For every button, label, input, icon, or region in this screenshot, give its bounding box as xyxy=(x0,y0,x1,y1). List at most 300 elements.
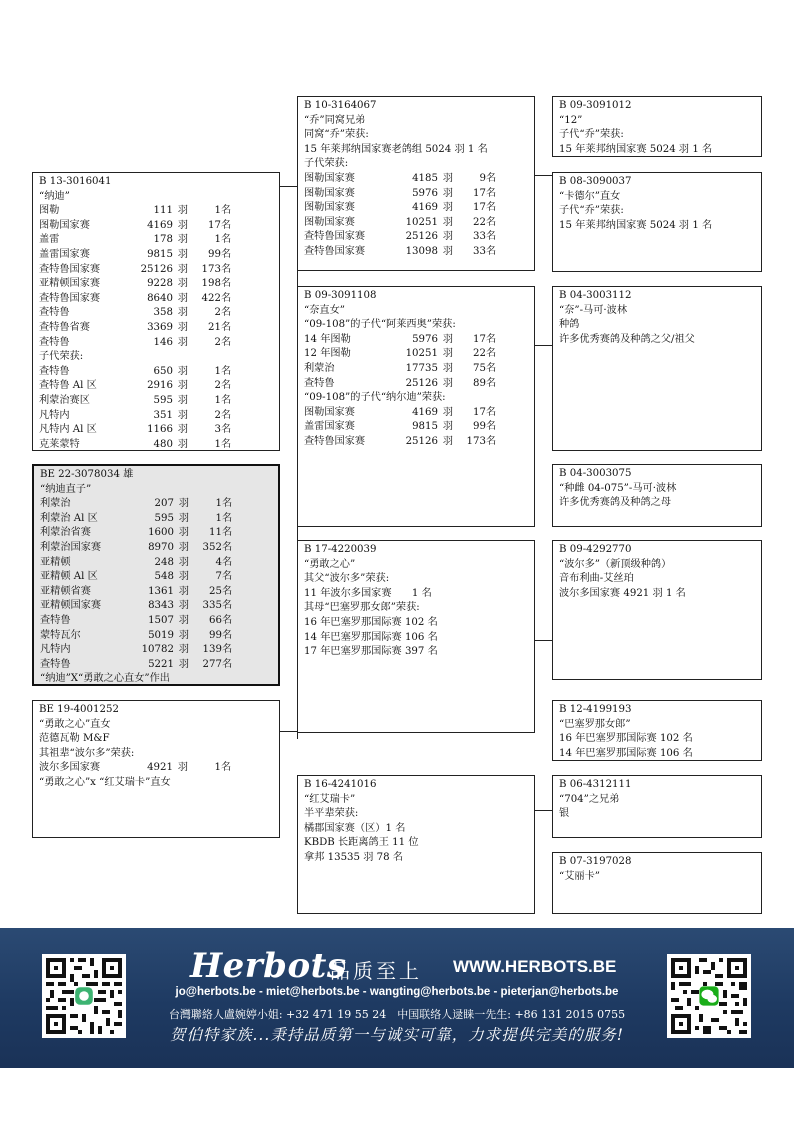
placing-unit: 名 xyxy=(222,512,233,524)
participant-count: 207 xyxy=(154,498,174,510)
participant-count: 8640 xyxy=(147,292,173,304)
race-name: 克莱蒙特 xyxy=(39,438,80,450)
unit-label: 羽 xyxy=(442,421,454,433)
placing-unit: 名 xyxy=(221,205,232,217)
unit-label: 羽 xyxy=(178,644,190,656)
participant-count: 248 xyxy=(154,556,174,568)
placing-unit: 名 xyxy=(222,644,233,656)
pedigree-box-sds xyxy=(552,286,762,451)
pedigree-line: “09-108”的子代“阿莱西奥”荣获: xyxy=(304,319,456,331)
placing-unit: 名 xyxy=(222,585,233,597)
ring-number: B 09-3091012 xyxy=(559,100,632,111)
brand-slogan: 品质至上 xyxy=(330,959,422,983)
pedigree-line: 波尔多国家赛 4921 羽 1 名 xyxy=(559,587,686,599)
pedigree-line: “奈”-马可·波林 xyxy=(559,304,628,316)
contact-persons: 台灣聯絡人盧婉婷小姐: +32 471 19 55 24 中国联络人逯睐一先生: +86 131 2015 0755 xyxy=(168,1008,626,1021)
placing: 99 xyxy=(208,248,221,260)
placing: 17 xyxy=(473,406,486,418)
pedigree-line: 14 年巴塞罗那国际赛 106 名 xyxy=(304,631,438,643)
participant-count: 25126 xyxy=(405,231,438,243)
race-name: 凡特内 Al 区 xyxy=(39,424,97,436)
race-name: 图勒国家赛 xyxy=(304,202,355,214)
race-name: 查特鲁 xyxy=(39,307,70,319)
participant-count: 25126 xyxy=(140,263,173,275)
participant-count: 10251 xyxy=(405,216,438,228)
placing-unit: 名 xyxy=(486,202,497,214)
pedigree-box-dam-dam xyxy=(297,775,535,914)
placing: 1 xyxy=(214,438,221,450)
unit-label: 羽 xyxy=(178,527,190,539)
unit-label: 羽 xyxy=(178,512,190,524)
placing-unit: 名 xyxy=(486,187,497,199)
race-name: 利蒙治 xyxy=(40,498,71,510)
participant-count: 480 xyxy=(153,438,173,450)
placing-unit: 名 xyxy=(221,219,232,231)
participant-count: 358 xyxy=(153,307,173,319)
unit-label: 羽 xyxy=(442,333,454,345)
placing: 352 xyxy=(202,541,222,553)
race-result-row xyxy=(40,585,272,600)
pedigree-box-dss xyxy=(552,540,762,680)
race-result-row xyxy=(39,423,273,438)
race-result-row xyxy=(39,336,273,351)
race-name: 查特鲁国家赛 xyxy=(39,263,101,275)
participant-count: 4169 xyxy=(412,406,438,418)
placing-unit: 名 xyxy=(486,216,497,228)
pedigree-line: KBDB 长距离鸽王 11 位 xyxy=(304,837,419,849)
pedigree-line: 15 年莱邦纳国家赛老鸽组 5024 羽 1 名 xyxy=(304,143,488,155)
unit-label: 羽 xyxy=(177,278,189,290)
race-name: 亚精顿 xyxy=(40,556,71,568)
placing: 99 xyxy=(209,629,222,641)
race-result-row xyxy=(39,365,273,380)
placing-unit: 名 xyxy=(222,571,233,583)
unit-label: 羽 xyxy=(177,409,189,421)
placing: 2 xyxy=(214,380,221,392)
pedigree-box-sdd xyxy=(552,464,762,527)
race-name: 利蒙治 Al 区 xyxy=(40,512,98,524)
pedigree-line: 15 年莱邦纳国家赛 5024 羽 1 名 xyxy=(559,143,713,155)
unit-label: 羽 xyxy=(442,187,454,199)
race-name: 利蒙治国家赛 xyxy=(40,541,102,553)
participant-count: 595 xyxy=(154,512,174,524)
unit-label: 羽 xyxy=(442,362,454,374)
participant-count: 4921 xyxy=(147,762,173,774)
placing-unit: 名 xyxy=(222,527,233,539)
unit-label: 羽 xyxy=(177,234,189,246)
placing-unit: 名 xyxy=(221,394,232,406)
race-name: 盖雷国家赛 xyxy=(304,421,355,433)
placing: 25 xyxy=(209,585,222,597)
ring-number: B 17-4220039 xyxy=(304,544,377,555)
participant-count: 5221 xyxy=(148,658,174,670)
race-name: 查特鲁 xyxy=(39,336,70,348)
unit-label: 羽 xyxy=(177,205,189,217)
participant-count: 111 xyxy=(153,205,173,217)
pedigree-line: 银 xyxy=(559,808,570,820)
placing: 1 xyxy=(214,205,221,217)
unit-label: 羽 xyxy=(177,321,189,333)
participant-count: 548 xyxy=(154,571,174,583)
website-link[interactable]: WWW.HERBOTS.BE xyxy=(453,957,617,976)
placing: 1 xyxy=(214,762,221,774)
pedigree-line: 子代“乔”荣获: xyxy=(559,129,624,141)
participant-count: 10782 xyxy=(141,644,174,656)
placing-unit: 名 xyxy=(222,498,233,510)
pedigree-line: 子代荣获: xyxy=(39,351,84,363)
placing: 198 xyxy=(201,278,221,290)
participant-count: 10251 xyxy=(405,348,438,360)
participant-count: 1361 xyxy=(148,585,174,597)
participant-count: 1166 xyxy=(147,424,173,436)
participant-count: 3369 xyxy=(147,321,173,333)
unit-label: 羽 xyxy=(178,600,190,612)
placing-unit: 名 xyxy=(486,421,497,433)
placing-unit: 名 xyxy=(486,333,497,345)
race-name: 查特鲁 xyxy=(40,658,71,670)
placing: 173 xyxy=(466,435,486,447)
ring-number: BE 19-4001252 xyxy=(39,704,119,715)
unit-label: 羽 xyxy=(178,541,190,553)
placing: 11 xyxy=(209,527,222,539)
unit-label: 羽 xyxy=(177,762,189,774)
participant-count: 5976 xyxy=(412,187,438,199)
race-name: 查特鲁 xyxy=(40,614,71,626)
family-motto: 贺伯特家族...秉持品质第一与诚实可靠，力求提供完美的服务! xyxy=(169,1026,624,1044)
pedigree-line: “勇敢之心” xyxy=(304,558,356,570)
unit-label: 羽 xyxy=(177,438,189,450)
placing-unit: 名 xyxy=(221,248,232,260)
placing: 22 xyxy=(473,216,486,228)
race-result-row xyxy=(304,347,528,362)
pedigree-line: 其祖辈“波尔多”荣获: xyxy=(39,747,135,759)
placing-unit: 名 xyxy=(222,556,233,568)
placing: 89 xyxy=(473,377,486,389)
placing-unit: 名 xyxy=(221,409,232,421)
race-name: 亚精顿国家赛 xyxy=(40,600,102,612)
pedigree-line: 拿邦 13535 羽 78 名 xyxy=(304,851,404,863)
race-name: 14 年图勒 xyxy=(304,333,351,345)
placing: 33 xyxy=(473,245,486,257)
race-result-row xyxy=(40,497,272,512)
pedigree-line: “纳迪” xyxy=(39,190,70,202)
connector xyxy=(534,810,552,811)
placing: 1 xyxy=(215,512,222,524)
pedigree-line: “卡德尔”直女 xyxy=(559,190,621,202)
race-result-row xyxy=(40,541,272,556)
race-result-row xyxy=(40,614,272,629)
participant-count: 595 xyxy=(153,394,173,406)
pedigree-line: “艾丽卡” xyxy=(559,870,600,882)
placing: 17 xyxy=(208,219,221,231)
ring-number: B 09-4292770 xyxy=(559,544,632,555)
race-name: 查特鲁 xyxy=(304,377,335,389)
placing: 75 xyxy=(473,362,486,374)
participant-count: 1600 xyxy=(148,527,174,539)
race-name: 查特鲁 Al 区 xyxy=(39,380,97,392)
pedigree-box-ddd xyxy=(552,852,762,914)
placing-unit: 名 xyxy=(222,600,233,612)
email-list[interactable]: jo@herbots.be - miet@herbots.be - wangting@herbots.be - pieterjan@herbots.be xyxy=(175,986,619,998)
race-result-row xyxy=(39,219,273,234)
race-result-row xyxy=(39,438,273,451)
race-name: 利蒙治省赛 xyxy=(40,527,91,539)
unit-label: 羽 xyxy=(442,231,454,243)
placing-unit: 名 xyxy=(221,263,232,275)
footer-banner xyxy=(0,928,794,1068)
ring-number: B 16-4241016 xyxy=(304,779,377,790)
unit-label: 羽 xyxy=(178,658,190,670)
race-name: 亚精顿省赛 xyxy=(40,585,91,597)
ring-number: B 04-3003112 xyxy=(559,290,632,301)
pedigree-line: 其母“巴塞罗那女郎”荣获: xyxy=(304,602,420,614)
unit-label: 羽 xyxy=(178,614,190,626)
race-result-row xyxy=(304,362,528,377)
pedigree-line: 子代“乔”荣获: xyxy=(559,205,624,217)
race-result-row xyxy=(39,277,273,292)
pedigree-box-dam xyxy=(32,700,280,838)
pedigree-line: “乔”同窝兄弟 xyxy=(304,114,366,126)
unit-label: 羽 xyxy=(178,571,190,583)
placing: 2 xyxy=(214,336,221,348)
race-result-row xyxy=(39,394,273,409)
pedigree-box-sss xyxy=(552,96,762,157)
pedigree-line: “纳迪直子” xyxy=(40,483,92,495)
participant-count: 4169 xyxy=(412,202,438,214)
participant-count: 1507 xyxy=(148,614,174,626)
placing-unit: 名 xyxy=(222,541,233,553)
placing-unit: 名 xyxy=(221,292,232,304)
race-result-row xyxy=(304,201,528,216)
pedigree-line: “勇敢之心”x “红艾瑞卡”直女 xyxy=(39,776,171,788)
race-name: 亚精顿 Al 区 xyxy=(40,571,98,583)
connector xyxy=(534,640,552,641)
race-name: 查特鲁国家赛 xyxy=(304,435,366,447)
placing-unit: 名 xyxy=(221,762,232,774)
placing: 3 xyxy=(214,424,221,436)
placing-unit: 名 xyxy=(486,362,497,374)
herbots-logo: Herbots xyxy=(190,946,347,986)
unit-label: 羽 xyxy=(177,248,189,260)
brand-row xyxy=(190,946,617,986)
race-name: 查特鲁国家赛 xyxy=(39,292,101,304)
race-result-row xyxy=(304,420,528,435)
placing: 277 xyxy=(202,658,222,670)
connector xyxy=(534,175,552,176)
race-result-row xyxy=(39,204,273,219)
race-result-row xyxy=(304,172,528,187)
unit-label: 羽 xyxy=(442,202,454,214)
connector xyxy=(279,731,297,732)
unit-label: 羽 xyxy=(442,245,454,257)
race-result-row xyxy=(304,333,528,348)
placing: 1 xyxy=(214,394,221,406)
unit-label: 羽 xyxy=(442,216,454,228)
unit-label: 羽 xyxy=(442,348,454,360)
placing-unit: 名 xyxy=(221,307,232,319)
participant-count: 5976 xyxy=(412,333,438,345)
race-name: 盖雷 xyxy=(39,234,60,246)
pedigree-line: 半平辈荣获: xyxy=(304,808,359,820)
race-name: 查特鲁国家赛 xyxy=(304,245,366,257)
placing-unit: 名 xyxy=(221,336,232,348)
pedigree-line: 种鸽 xyxy=(559,319,580,331)
pedigree-line: 橘郡国家赛（区）1 名 xyxy=(304,822,406,834)
placing-unit: 名 xyxy=(222,658,233,670)
placing: 2 xyxy=(214,409,221,421)
unit-label: 羽 xyxy=(442,435,454,447)
unit-label: 羽 xyxy=(177,336,189,348)
pedigree-line: 17 年巴塞罗那国际赛 397 名 xyxy=(304,646,438,658)
pedigree-line: 15 年莱邦纳国家赛 5024 羽 1 名 xyxy=(559,219,713,231)
race-result-row xyxy=(304,230,528,245)
race-name: 图勒国家赛 xyxy=(39,219,90,231)
race-name: 图勒国家赛 xyxy=(304,172,355,184)
race-result-row xyxy=(304,245,528,260)
placing-unit: 名 xyxy=(221,365,232,377)
race-result-row xyxy=(304,216,528,231)
race-result-row xyxy=(39,233,273,248)
participant-count: 17735 xyxy=(405,362,438,374)
pedigree-line: “波尔多”（新顶级种鸽） xyxy=(559,558,672,570)
pedigree-line: 范德瓦勒 M&F xyxy=(39,733,110,745)
unit-label: 羽 xyxy=(178,629,190,641)
pedigree-line: “巴塞罗那女郎” xyxy=(559,718,631,730)
race-result-row xyxy=(39,409,273,424)
race-result-row xyxy=(39,761,273,776)
participant-count: 9815 xyxy=(412,421,438,433)
race-name: 查特鲁国家赛 xyxy=(304,231,366,243)
participant-count: 9815 xyxy=(147,248,173,260)
race-name: 图勒 xyxy=(39,205,60,217)
placing-unit: 名 xyxy=(486,245,497,257)
placing: 173 xyxy=(201,263,221,275)
pedigree-line: 16 年巴塞罗那国际赛 102 名 xyxy=(559,733,693,745)
placing: 422 xyxy=(201,292,221,304)
participant-count: 8343 xyxy=(148,600,174,612)
placing: 9 xyxy=(479,172,486,184)
participant-count: 146 xyxy=(153,336,173,348)
race-name: 图勒国家赛 xyxy=(304,406,355,418)
ring-number: B 13-3016041 xyxy=(39,176,112,187)
race-result-row xyxy=(304,377,528,392)
placing: 17 xyxy=(473,202,486,214)
race-result-row xyxy=(39,379,273,394)
pedigree-box-dds xyxy=(552,775,762,838)
race-result-row xyxy=(39,248,273,263)
placing-unit: 名 xyxy=(222,629,233,641)
unit-label: 羽 xyxy=(177,219,189,231)
race-result-row xyxy=(39,306,273,321)
participant-count: 13098 xyxy=(405,245,438,257)
ring-number: BE 22-3078034 雄 xyxy=(40,469,134,480)
unit-label: 羽 xyxy=(177,292,189,304)
pedigree-line: 16 年巴塞罗那国际赛 102 名 xyxy=(304,616,438,628)
placing: 21 xyxy=(208,321,221,333)
placing: 4 xyxy=(215,556,222,568)
pedigree-box-sire-dam xyxy=(297,286,535,527)
ring-number: B 07-3197028 xyxy=(559,856,632,867)
race-result-row xyxy=(40,556,272,571)
placing: 1 xyxy=(215,498,222,510)
placing: 7 xyxy=(215,571,222,583)
placing: 335 xyxy=(202,600,222,612)
participant-count: 5019 xyxy=(148,629,174,641)
race-result-row xyxy=(39,263,273,278)
participant-count: 178 xyxy=(153,234,173,246)
pedigree-line: “704”之兄弟 xyxy=(559,793,620,805)
pedigree-line: “勇敢之心”直女 xyxy=(39,718,111,730)
unit-label: 羽 xyxy=(177,380,189,392)
placing-unit: 名 xyxy=(222,614,233,626)
placing: 17 xyxy=(473,187,486,199)
pedigree-line: “12” xyxy=(559,114,583,126)
race-result-row xyxy=(40,512,272,527)
participant-count: 25126 xyxy=(405,435,438,447)
placing-unit: 名 xyxy=(221,234,232,246)
participant-count: 9228 xyxy=(147,278,173,290)
race-result-row xyxy=(304,187,528,202)
ring-number: B 04-3003075 xyxy=(559,468,632,479)
unit-label: 羽 xyxy=(442,406,454,418)
race-result-row xyxy=(40,570,272,585)
placing: 139 xyxy=(202,644,222,656)
placing-unit: 名 xyxy=(221,321,232,333)
unit-label: 羽 xyxy=(178,498,190,510)
pedigree-box-main-pigeon xyxy=(32,464,280,686)
race-name: 凡特内 xyxy=(40,644,71,656)
participant-count: 2916 xyxy=(147,380,173,392)
participant-count: 351 xyxy=(153,409,173,421)
unit-label: 羽 xyxy=(177,424,189,436)
race-result-row xyxy=(304,435,528,450)
participant-count: 4185 xyxy=(412,172,438,184)
pedigree-line: 音布利曲-艾丝珀 xyxy=(559,573,634,585)
race-name: 凡特内 xyxy=(39,409,70,421)
pedigree-line: 其父“波尔多”荣获: xyxy=(304,573,390,585)
ring-number: B 09-3091108 xyxy=(304,290,377,301)
pedigree-line: 14 年巴塞罗那国际赛 106 名 xyxy=(559,747,693,759)
race-name: 利蒙治赛区 xyxy=(39,394,90,406)
connector xyxy=(534,345,552,346)
pedigree-line: 许多优秀赛鸽及种鸽之父/祖父 xyxy=(559,333,695,345)
unit-label: 羽 xyxy=(177,394,189,406)
unit-label: 羽 xyxy=(177,307,189,319)
placing-unit: 名 xyxy=(486,172,497,184)
placing-unit: 名 xyxy=(221,424,232,436)
pedigree-box-sire xyxy=(32,172,280,451)
race-result-row xyxy=(40,658,272,673)
placing-unit: 名 xyxy=(486,348,497,360)
pedigree-line: “09-108”的子代“纳尔迪”荣获: xyxy=(304,392,446,404)
placing: 33 xyxy=(473,231,486,243)
participant-count: 4169 xyxy=(147,219,173,231)
placing: 17 xyxy=(473,333,486,345)
placing-unit: 名 xyxy=(486,406,497,418)
race-name: 波尔多国家赛 xyxy=(39,762,101,774)
unit-label: 羽 xyxy=(178,585,190,597)
placing-unit: 名 xyxy=(221,278,232,290)
race-name: 蒙特瓦尔 xyxy=(40,629,81,641)
race-name: 亚精顿国家赛 xyxy=(39,278,101,290)
race-name: 图勒国家赛 xyxy=(304,216,355,228)
race-result-row xyxy=(39,292,273,307)
race-result-row xyxy=(40,629,272,644)
pedigree-line: 子代荣获: xyxy=(304,158,349,170)
placing: 1 xyxy=(214,365,221,377)
ring-number: B 10-3164067 xyxy=(304,100,377,111)
unit-label: 羽 xyxy=(442,172,454,184)
